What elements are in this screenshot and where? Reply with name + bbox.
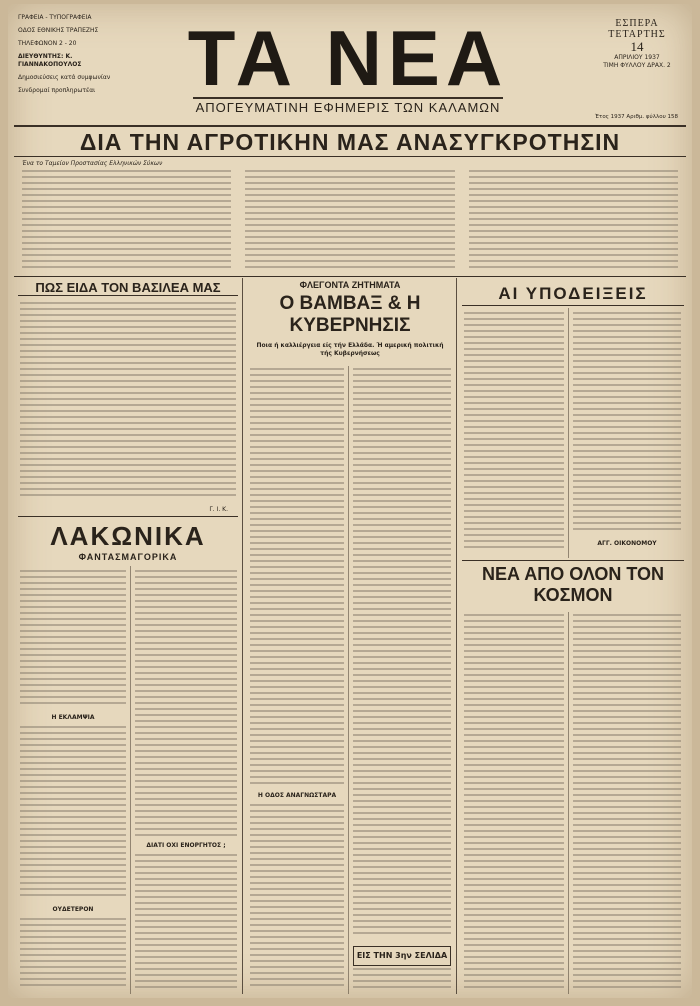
column2-kicker: ΦΛΕΓΟΝΤΑ ΖΗΤΗΜΑΤΑ — [299, 280, 401, 290]
column-divider-2 — [456, 278, 457, 994]
suggestions-text-1 — [464, 312, 564, 554]
issue-number: Έτος 1937 Αριθμ. φύλλου 158 — [594, 114, 678, 120]
headline-rule — [14, 156, 686, 157]
continued-box — [353, 946, 451, 966]
ads-note: Δημοσιεύσεις κατά συμφωνίαν — [18, 74, 111, 81]
lakonika-text-2 — [20, 726, 126, 902]
price: ΤΙΜΗ ΦΥΛΛΟΥ ΔΡΑΧ. 2 — [603, 62, 671, 69]
world-news-rule — [462, 560, 684, 561]
lakonika-text-5 — [135, 854, 237, 992]
suggestions-signoff: ΑΓΓ. ΟΙΚΟΝΟΜΟΥ — [597, 540, 657, 547]
month-year: ΑΠΡΙΛΙΟΥ 1937 — [614, 54, 660, 61]
king-article-headline: ΠΩΣ ΕΙΔΑ ΤΟΝ ΒΑΣΙΛΕΑ ΜΑΣ — [18, 280, 238, 296]
cotton-inner-divider — [348, 366, 349, 994]
edition-label: ΕΣΠΕΡΑ — [615, 18, 659, 29]
cotton-text-1 — [250, 368, 344, 788]
subhead-dioti-ochi: ΔΙΑΤΙ ΟΧΙ ΕΝΟΡΓΗΤΟΣ ; — [146, 842, 226, 849]
subhead-oudeteron: ΟΥΔΕΤΕΡΟΝ — [52, 906, 94, 913]
subscription-note: Συνδρομαί προπληρωτέαι — [18, 87, 96, 94]
masthead-rule — [14, 125, 686, 127]
cotton-deck: Ποια ή καλλιέργεια είς τήν Ελλάδα. Ή αμερική πολιτική τής Κυβερνήσεως — [256, 342, 444, 357]
lakonika-text-3 — [20, 918, 126, 992]
cotton-headline: Ο ΒΑΜΒΑΞ & Η ΚΥΒΕΡΝΗΣΙΣ — [279, 293, 421, 336]
masthead-left-info — [18, 14, 128, 100]
lead-rule — [14, 276, 686, 277]
world-news-headline: ΝΕΑ ΑΠΟ ΟΛΟΝ ΤΟΝ ΚΟΣΜΟΝ — [481, 564, 665, 605]
day-number: 14 — [630, 39, 644, 54]
office-address: ΓΡΑΦΕΙΑ - ΤΥΠΟΓΡΑΦΕΙΑ — [18, 14, 92, 21]
cotton-text-2 — [250, 804, 344, 992]
newspaper-title: ΤΑ ΝΕΑ — [187, 14, 509, 102]
column-divider-1 — [242, 278, 243, 994]
world-news-inner-divider — [568, 612, 569, 994]
lead-article-body — [22, 170, 678, 270]
col1-rule — [18, 516, 238, 517]
king-article-body — [20, 302, 236, 502]
lakonika-inner-divider — [130, 566, 131, 994]
cotton-text-4 — [353, 968, 451, 994]
suggestions-text-2 — [573, 312, 681, 536]
lakonika-subheadline: ΦΑΝΤΑΣΜΑΓΟΡΙΚΑ — [78, 552, 178, 562]
king-article-signoff: Γ. Ι. Κ. — [209, 506, 228, 513]
newspaper-subtitle: ΑΠΟΓΕΥΜΑΤΙΝΗ ΕΦΗΜΕΡΙΣ ΤΩΝ ΚΑΛΑΜΩΝ — [193, 97, 503, 115]
world-news-text-1 — [464, 614, 564, 992]
subhead-anagnostara: Η ΟΔΟΣ ΑΝΑΓΝΩΣΤΑΡΑ — [257, 792, 337, 799]
suggestions-rule — [462, 305, 684, 306]
suggestions-inner-divider — [568, 308, 569, 558]
main-headline: ΔΙΑ ΤΗΝ ΑΓΡΟΤΙΚΗΝ ΜΑΣ ΑΝΑΣΥΓΚΡΟΤΗΣΙΝ — [79, 129, 621, 155]
lead-article-start: Ένα το Ταμείον Προστασίας Ελληνικών Σύκων — [22, 160, 163, 167]
subhead-eklampsia: Η ΕΚΛΑΜΨΙΑ — [51, 714, 95, 721]
phone: ΤΗΛΕΦΩΝΟΝ 2 - 20 — [18, 40, 77, 47]
world-news-text-2 — [573, 614, 681, 992]
cotton-text-3 — [353, 368, 451, 942]
director: ΔΙΕΥΘΥΝΤΗΣ: Κ. ΓΙΑΝΝΑΚΟΠΟΥΛΟΣ — [18, 53, 82, 68]
weekday: ΤΕΤΑΡΤΗΣ — [608, 29, 666, 40]
lakonika-text-4 — [135, 570, 237, 840]
lakonika-text-1 — [20, 570, 126, 710]
suggestions-headline: ΑΙ ΥΠΟΔΕΙΞΕΙΣ — [498, 284, 648, 303]
lakonika-headline: ΛΑΚΩΝΙΚΑ — [50, 521, 206, 551]
masthead-date-box — [596, 18, 678, 70]
continued-label: ΕΙΣ ΤΗΝ 3ην ΣΕΛΙΔΑ — [356, 951, 448, 960]
newspaper-page — [8, 4, 692, 998]
street-address: ΟΔΟΣ ΕΘΝΙΚΗΣ ΤΡΑΠΕΖΗΣ — [18, 27, 99, 34]
